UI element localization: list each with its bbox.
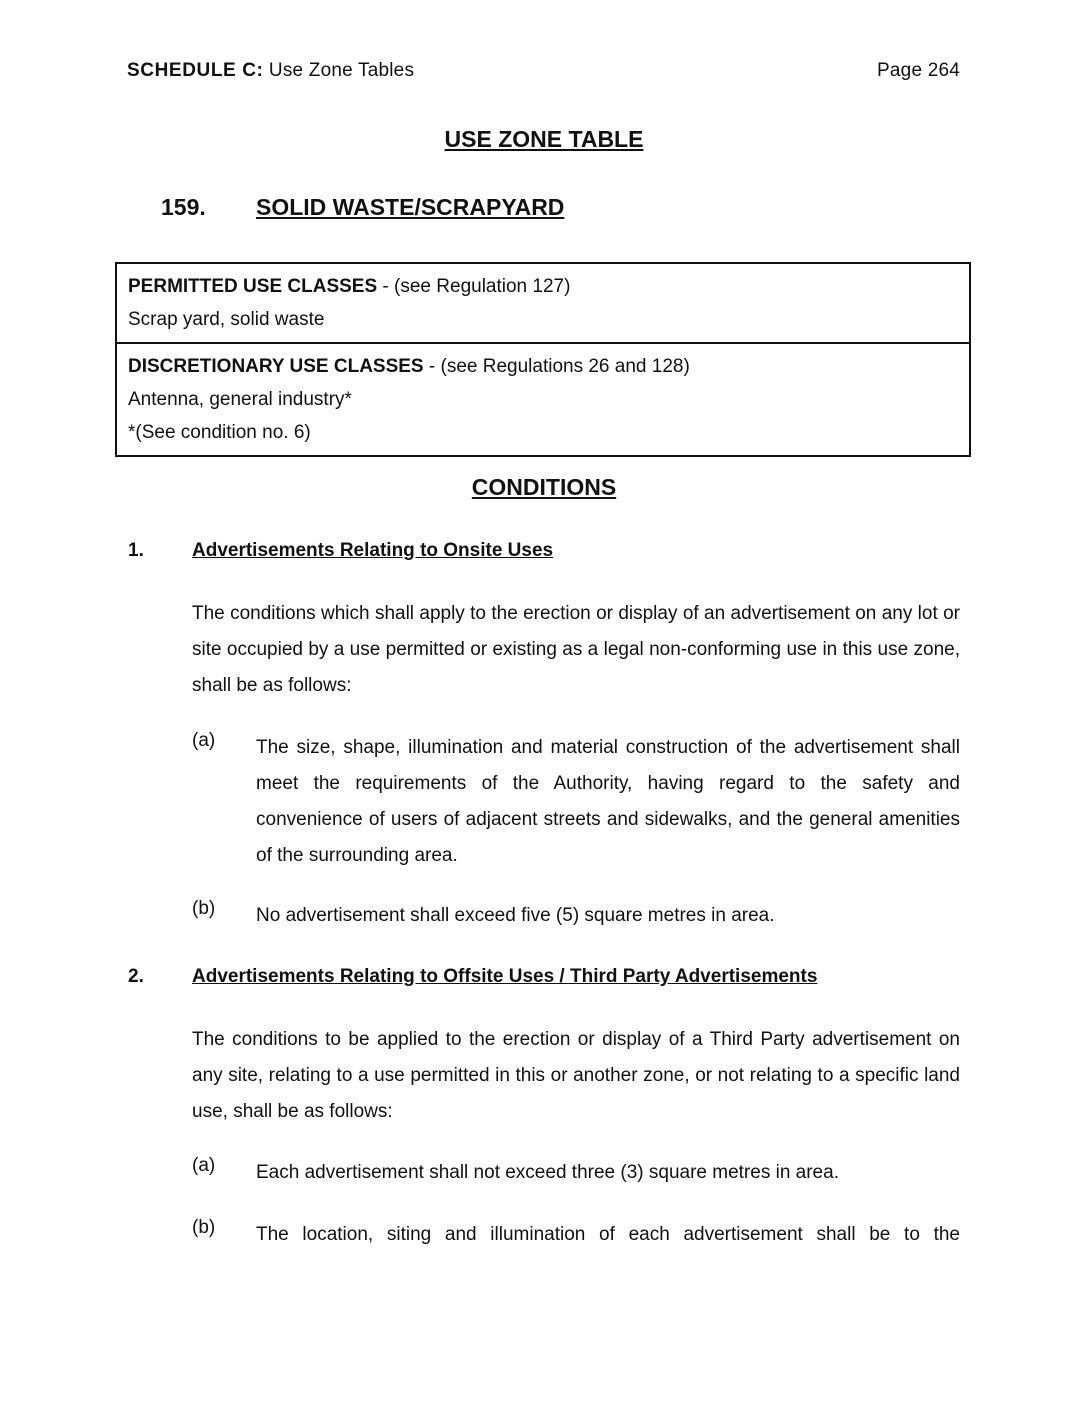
condition-heading: Advertisements Relating to Onsite Uses [192, 540, 554, 561]
discretionary-uses: Antenna, general industry* [128, 389, 352, 410]
page-number: Page 264 [877, 60, 960, 81]
permitted-label: PERMITTED USE CLASSES [128, 276, 378, 297]
discretionary-heading-line [128, 350, 959, 383]
condition-number: 1. [128, 540, 144, 561]
permitted-reference: - (see Regulation 127) [377, 276, 571, 297]
running-header-left [127, 60, 414, 82]
permitted-heading-line [128, 270, 959, 303]
item-label: (a) [192, 1155, 216, 1176]
condition-intro: The conditions which shall apply to the erection or display of an advertisement on any lot or site occupied by a use permitted or existing as a legal non-conforming use in this use zone, shall be as follows: [192, 603, 960, 696]
item-label: (b) [192, 1217, 216, 1238]
section-number: 159. [161, 194, 206, 220]
use-classes-table [115, 262, 971, 457]
item-text: Each advertisement shall not exceed three (3) square metres in area. [256, 1162, 839, 1183]
section-title: SOLID WASTE/SCRAPYARD [256, 194, 565, 220]
conditions-title: CONDITIONS [471, 474, 617, 500]
permitted-use-classes-row [117, 264, 969, 342]
schedule-title: Use Zone Tables [268, 60, 415, 81]
discretionary-use-classes-row [117, 342, 969, 455]
item-text: The location, siting and illumination of each advertisement shall be to the [256, 1224, 960, 1245]
permitted-uses: Scrap yard, solid waste [128, 309, 325, 330]
condition-intro: The conditions to be applied to the erection or display of a Third Party advertisement on any site, relating to a use permitted in this or another zone, or not relating to a specific land use, shall be as follows: [192, 1029, 960, 1122]
item-text: The size, shape, illumination and material construction of the advertisement shall meet the requirements of the Authority, having regard to the safety and convenience of users of adjacent streets and sidewalks, and the general amenities of the surrounding area. [256, 737, 960, 866]
schedule-label: SCHEDULE C: [127, 60, 264, 81]
item-label: (a) [192, 730, 216, 751]
item-text: No advertisement shall exceed five (5) square metres in area. [256, 905, 775, 926]
condition-heading: Advertisements Relating to Offsite Uses / Third Party Advertisements [192, 966, 818, 987]
item-label: (b) [192, 898, 216, 919]
discretionary-label: DISCRETIONARY USE CLASSES [128, 356, 424, 377]
discretionary-reference: - (see Regulations 26 and 128) [423, 356, 690, 377]
condition-number: 2. [128, 966, 144, 987]
discretionary-note: *(See condition no. 6) [128, 422, 311, 443]
document-title: USE ZONE TABLE [444, 126, 644, 152]
